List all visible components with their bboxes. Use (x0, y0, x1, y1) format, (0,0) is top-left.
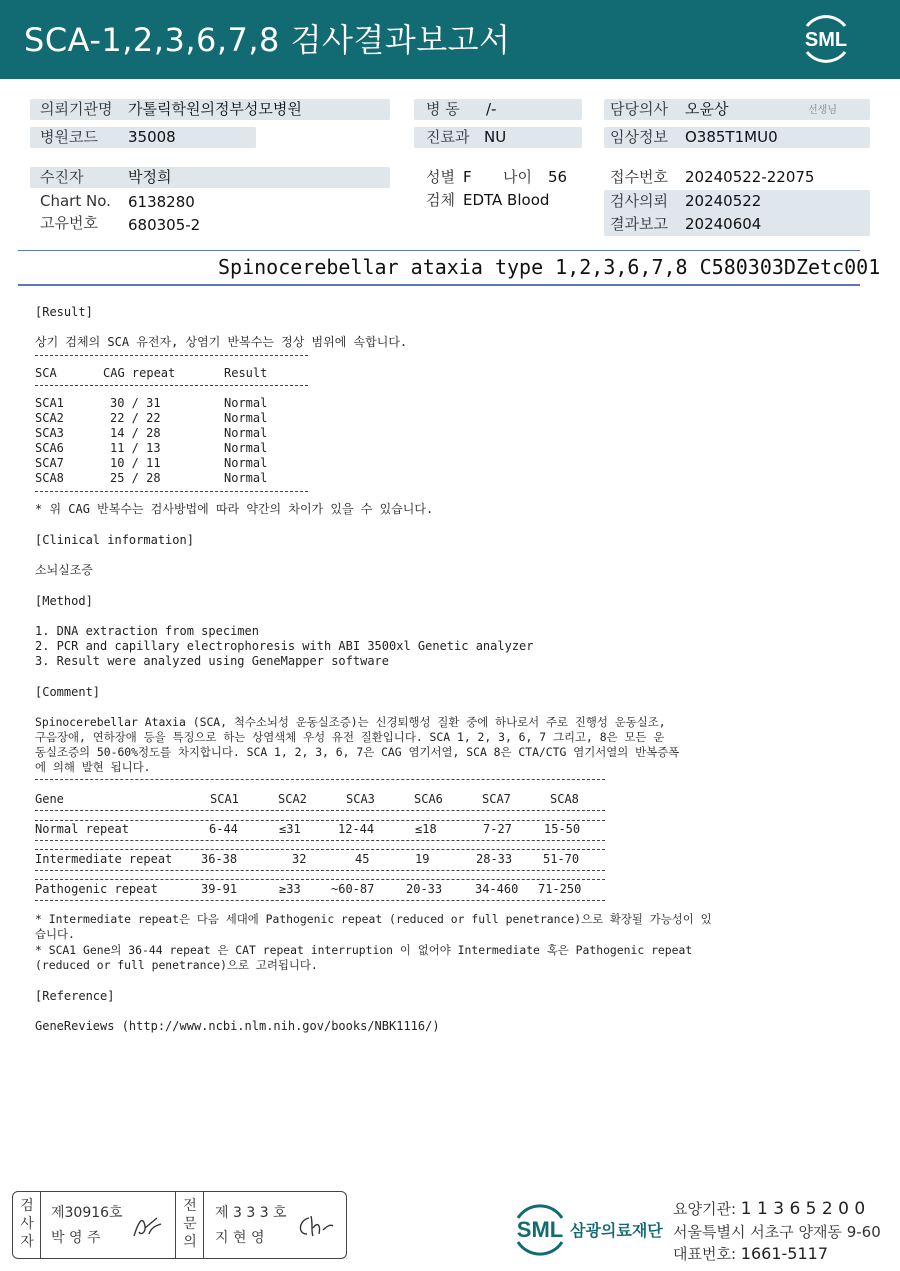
result-row-result: Normal (224, 396, 268, 410)
clinical-text: 소뇌실조증 (35, 563, 93, 577)
doctor-value: 오윤상 (685, 100, 729, 118)
department-value: NU (484, 128, 507, 146)
ward-value: /- (486, 100, 497, 118)
sex-value: F (463, 168, 472, 186)
result-row-sca: SCA7 (35, 456, 64, 470)
result-row-result: Normal (224, 411, 268, 425)
gene-cell: 51-70 (543, 852, 580, 866)
gene-cell: 20-33 (406, 882, 443, 896)
care-code-value: 1 1 3 6 5 2 0 0 (740, 1199, 866, 1219)
gene-table-divider (35, 779, 605, 780)
result-row-sca: SCA2 (35, 411, 64, 425)
result-row-sca: SCA6 (35, 441, 64, 455)
report-value: 20240604 (685, 215, 762, 233)
gene-table-divider (35, 840, 605, 841)
comment-line: 구음장애, 연하장애 등을 특징으로 하는 상염색체 우성 유전 질환입니다. SCA 1, 2, 3, 6, 7 그리고, 8은 모든 운 (35, 730, 665, 744)
report-title: SCA-1,2,3,6,7,8 검사결과보고서 (24, 21, 511, 59)
result-row-result: Normal (224, 426, 268, 440)
comment-note: * SCA1 Gene의 36-44 repeat 은 CAT repeat interruption 이 없어야 Intermediate 혹은 Pathogenic repeat (35, 943, 693, 957)
specialist-name: 지 현 영 (215, 1230, 265, 1246)
tester-label (15, 1197, 39, 1251)
result-row-result: Normal (224, 441, 268, 455)
result-heading: [Result] (35, 305, 93, 319)
institution-label: 의뢰기관명 (40, 100, 113, 118)
specialist-label-text: 전문의 (183, 1198, 197, 1250)
gene-col-header: SCA6 (414, 792, 443, 806)
tester-name: 박 영 주 (51, 1230, 101, 1246)
comment-note: * Intermediate repeat은 다음 세대에 Pathogenic repeat (reduced or full penetrance)으로 확장될 가능성이 있 (35, 912, 712, 926)
phone-value: 1661-5117 (740, 1244, 829, 1263)
result-row-repeat: 25 / 28 (110, 471, 161, 485)
gene-cell: 45 (355, 852, 370, 866)
patient-bar (30, 167, 390, 188)
gene-table-divider (35, 820, 605, 821)
result-row-sca: SCA8 (35, 471, 64, 485)
specialist-signature (295, 1212, 335, 1240)
foundation-name: 삼광의료재단 (570, 1221, 663, 1240)
care-code-label: 요양기관: (673, 1200, 737, 1218)
specialist-label (178, 1197, 202, 1251)
reference-link[interactable]: GeneReviews (http://www.ncbi.nlm.nih.gov/books/NBK1116/) (35, 1019, 440, 1033)
gene-cell: ≤18 (415, 822, 437, 836)
gene-table-divider (35, 870, 605, 871)
doctor-suffix: 선생님 (808, 105, 837, 116)
result-summary: 상기 검체의 SCA 유전자, 상염기 반복수는 정상 범위에 속합니다. (35, 335, 408, 349)
gene-cell: 32 (292, 852, 307, 866)
hospital-code-label: 병원코드 (40, 128, 98, 146)
gene-col-header: SCA8 (550, 792, 579, 806)
sml-logo (797, 12, 855, 66)
reference-heading: [Reference] (35, 989, 115, 1003)
phone (673, 1243, 828, 1264)
title-rule-bottom (18, 284, 860, 286)
result-row-repeat: 30 / 31 (110, 396, 161, 410)
doctor-label: 담당의사 (610, 100, 668, 118)
institution-value: 가톨릭학원의정부성모병원 (128, 100, 302, 118)
signature-divider (175, 1192, 176, 1258)
result-divider (35, 491, 308, 492)
title-rule-top (18, 250, 860, 251)
specimen-label: 검체 (426, 191, 455, 209)
gene-cell: 15-50 (544, 822, 581, 836)
gene-table-divider (35, 900, 605, 901)
comment-note: 습니다. (35, 927, 75, 941)
ward-label: 병 동 (426, 100, 460, 118)
request-label: 검사의뢰 (610, 192, 668, 210)
gene-table-divider (35, 879, 605, 880)
gene-cell: ≥33 (279, 882, 301, 896)
gene-cell: 39-91 (201, 882, 238, 896)
request-value: 20240522 (685, 192, 762, 210)
tester-license: 제30916호 (51, 1205, 123, 1221)
result-row-sca: SCA1 (35, 396, 64, 410)
gene-cell: 7-27 (483, 822, 512, 836)
signature-divider (203, 1192, 204, 1258)
receipt-value: 20240522-22075 (685, 168, 815, 186)
foundation-logo-text: SML (516, 1217, 564, 1242)
result-row-repeat: 11 / 13 (110, 441, 161, 455)
result-col-repeat: CAG repeat (103, 366, 176, 380)
gene-col-header: SCA2 (278, 792, 307, 806)
gene-col-header: Gene (35, 792, 64, 806)
report-label: 결과보고 (610, 215, 668, 233)
result-row-repeat: 22 / 22 (110, 411, 161, 425)
signature-box (12, 1191, 347, 1259)
gene-cell: ≤31 (279, 822, 301, 836)
specialist-license: 제 3 3 3 호 (215, 1205, 287, 1221)
gene-col-header: SCA1 (210, 792, 239, 806)
comment-heading: [Comment] (35, 685, 101, 699)
gene-table-header (35, 792, 605, 810)
result-note: * 위 CAG 반복수는 검사방법에 따라 약간의 차이가 있을 수 있습니다. (35, 502, 434, 516)
gene-cell: 71-250 (538, 882, 582, 896)
result-col-sca: SCA (35, 366, 57, 380)
comment-line: 동실조증의 50-60%정도를 차지합니다. SCA 1, 2, 3, 6, 7은 CAG 염기서열, SCA 8은 CTA/CTG 염기서열의 반복증폭 (35, 745, 680, 759)
comment-note: (reduced or full penetrance)으로 고려됩니다. (35, 958, 318, 972)
method-line: 1. DNA extraction from specimen (35, 624, 259, 638)
gene-cell: 36-38 (201, 852, 238, 866)
result-row-repeat: 10 / 11 (110, 456, 161, 470)
chart-label: Chart No. (40, 192, 111, 210)
result-row-result: Normal (224, 471, 268, 485)
department-label: 진료과 (426, 128, 470, 146)
test-title: Spinocerebellar ataxia type 1,2,3,6,7,8 C580303DZetc001 (218, 255, 881, 279)
sml-logo-text: SML (804, 29, 848, 51)
result-divider (35, 355, 308, 356)
gene-cell: 28-33 (476, 852, 513, 866)
method-heading: [Method] (35, 594, 93, 608)
gene-cell: 6-44 (209, 822, 238, 836)
patient-label: 수진자 (40, 168, 84, 186)
comment-line: Spinocerebellar Ataxia (SCA, 척수소뇌성 운동실조증)는 신경퇴행성 질환 중에 하나로서 주로 진행성 운동실조, (35, 715, 666, 729)
signature-divider (40, 1192, 41, 1258)
gene-table-row (35, 882, 605, 900)
foundation-logo (510, 1200, 570, 1258)
gene-row-label: Intermediate repeat (35, 852, 173, 866)
unique-label: 고유번호 (40, 214, 98, 232)
address: 서울특별시 서초구 양재동 9-60 (673, 1223, 881, 1241)
gene-row-label: Pathogenic repeat (35, 882, 158, 896)
hospital-code-value: 35008 (128, 128, 176, 146)
specimen-value: EDTA Blood (463, 191, 550, 209)
clinical-info-value: O385T1MU0 (685, 128, 778, 146)
gene-table-divider (35, 849, 605, 850)
tester-signature (131, 1214, 165, 1240)
gene-table-row (35, 852, 605, 870)
result-row-result: Normal (224, 456, 268, 470)
result-row-sca: SCA3 (35, 426, 64, 440)
clinical-heading: [Clinical information] (35, 533, 194, 547)
tester-label-text: 검사자 (20, 1198, 34, 1250)
comment-line: 에 의해 발현 됩니다. (35, 760, 151, 774)
sex-label: 성별 (426, 168, 455, 186)
gene-col-header: SCA7 (482, 792, 511, 806)
receipt-label: 접수번호 (610, 168, 668, 186)
gene-col-header: SCA3 (346, 792, 375, 806)
gene-cell: 19 (415, 852, 430, 866)
gene-row-label: Normal repeat (35, 822, 129, 836)
report-header (0, 0, 900, 79)
gene-cell: 34-460 (475, 882, 519, 896)
age-value: 56 (548, 168, 568, 186)
method-line: 3. Result were analyzed using GeneMapper software (35, 654, 390, 668)
age-label: 나이 (503, 168, 532, 186)
result-col-result: Result (224, 366, 268, 380)
method-line: 2. PCR and capillary electrophoresis with ABI 3500xl Genetic analyzer (35, 639, 534, 653)
care-code (673, 1198, 865, 1219)
gene-cell: 12-44 (338, 822, 375, 836)
gene-table-divider (35, 810, 605, 811)
patient-value: 박정희 (128, 168, 172, 186)
chart-value: 6138280 (128, 193, 195, 211)
gene-table-row (35, 822, 605, 840)
phone-label: 대표번호: (673, 1245, 737, 1263)
result-row-repeat: 14 / 28 (110, 426, 161, 440)
clinical-info-label: 임상정보 (610, 128, 668, 146)
result-divider (35, 385, 308, 386)
gene-cell: ~60-87 (331, 882, 375, 896)
unique-value: 680305-2 (128, 216, 201, 234)
